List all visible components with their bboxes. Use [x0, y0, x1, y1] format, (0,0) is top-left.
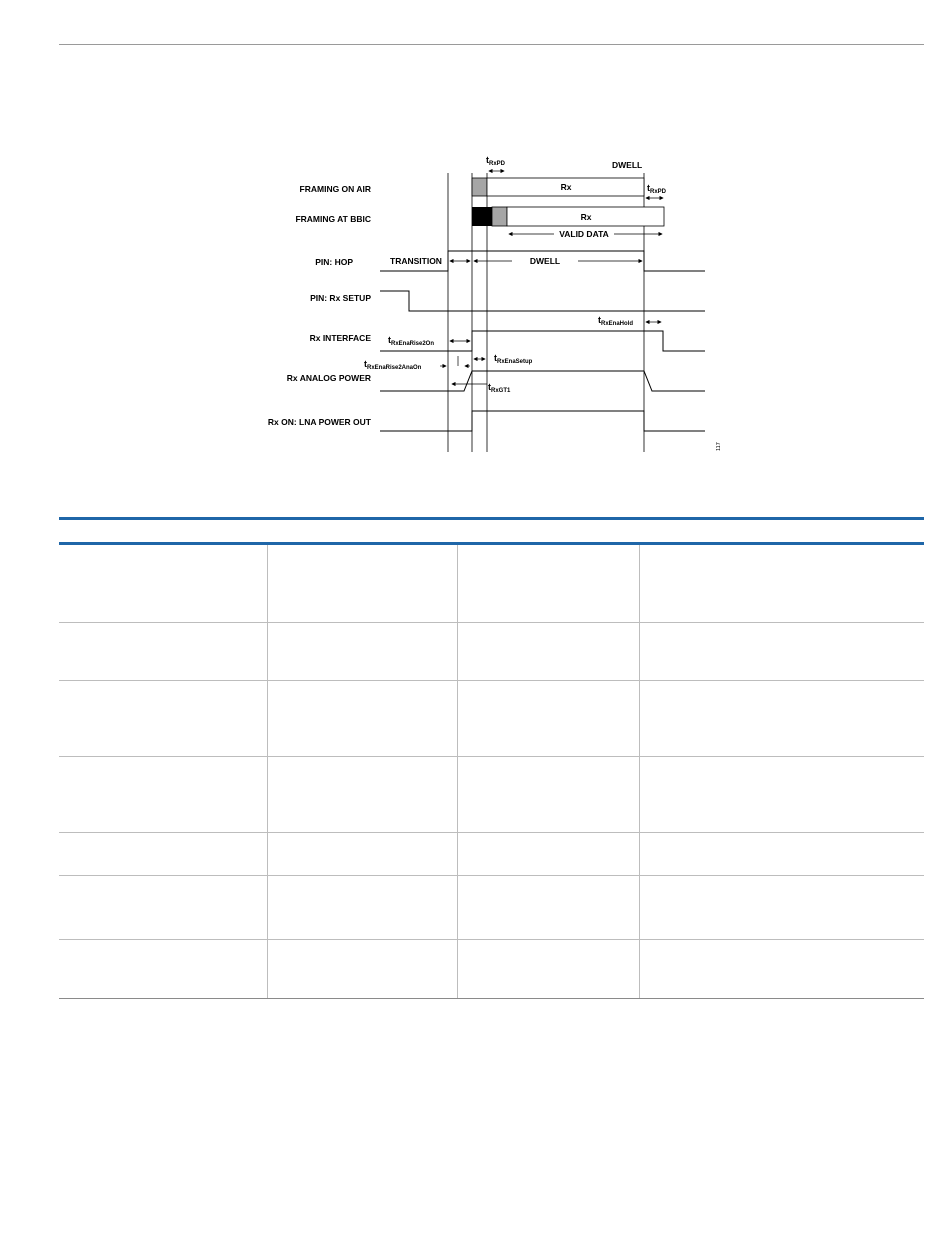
table-row — [59, 876, 924, 940]
label-pin-rx-setup: PIN: Rx SETUP — [310, 293, 371, 303]
parameter-table — [59, 517, 924, 999]
label-framing-on-air: FRAMING ON AIR — [299, 184, 371, 194]
t-rxgt1-label: tRxGT1 — [488, 382, 511, 394]
t-rxenahold-label: tRxEnaHold — [598, 315, 634, 327]
transition-label: TRANSITION — [390, 256, 442, 266]
label-framing-at-bbic: FRAMING AT BBIC — [295, 214, 371, 224]
label-rx-interface: Rx INTERFACE — [309, 333, 371, 343]
timing-diagram — [0, 0, 950, 470]
dwell-top-label: DWELL — [612, 160, 643, 170]
bbic-gray-block — [492, 207, 507, 226]
t-rxpd-top-label: tRxPD — [486, 155, 506, 167]
t-rxenarise2on-label: tRxEnaRise2On — [388, 335, 435, 347]
air-gray-block — [472, 178, 487, 196]
table-row — [59, 757, 924, 833]
t-rxenasetup-label: tRxEnaSetup — [494, 353, 533, 365]
table-row — [59, 940, 924, 999]
table-row — [59, 545, 924, 623]
table-row — [59, 833, 924, 876]
air-rx-label: Rx — [560, 182, 572, 192]
table-header — [59, 520, 924, 542]
bbic-rx-label: Rx — [580, 212, 592, 222]
label-rx-on-lna: Rx ON: LNA POWER OUT — [267, 417, 371, 427]
table-row — [59, 681, 924, 757]
label-rx-analog-power: Rx ANALOG POWER — [286, 373, 371, 383]
t-rxenarise2anaon-label: tRxEnaRise2AnaOn — [364, 359, 422, 371]
valid-data-label: VALID DATA — [559, 229, 609, 239]
bbic-black-block — [472, 207, 492, 226]
t-rxpd-right-label: tRxPD — [647, 183, 667, 195]
dwell-hop-label: DWELL — [529, 256, 561, 266]
label-pin-hop: PIN: HOP — [315, 257, 353, 267]
table-row — [59, 623, 924, 681]
figure-number: 117 — [716, 442, 722, 451]
